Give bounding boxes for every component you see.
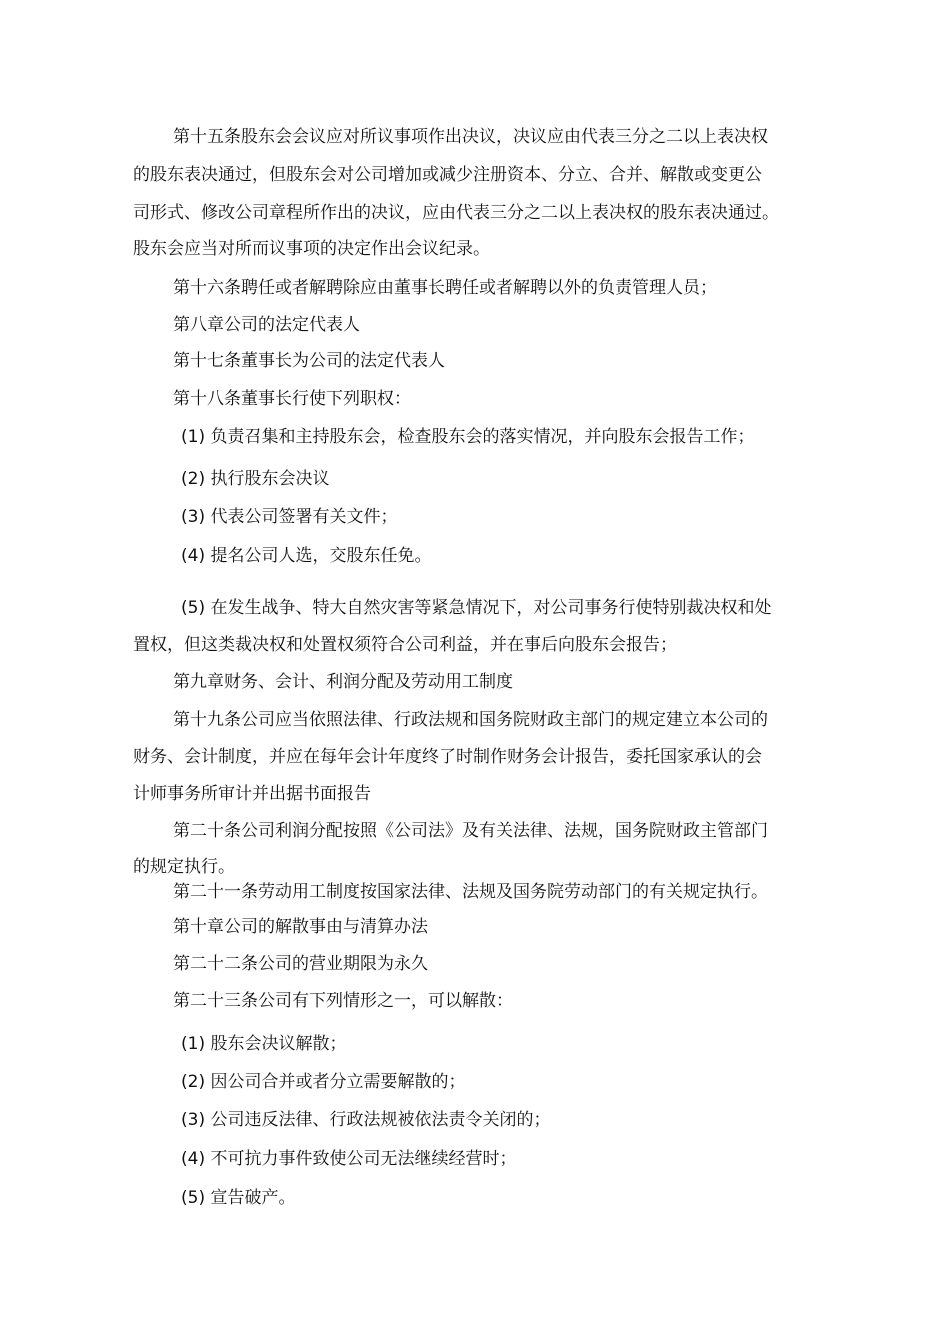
article-23: 第二十三条公司有下列情形之一，可以解散： [173, 991, 513, 1011]
article-15-line-1: 第十五条股东会会议应对所议事项作出决议，决议应由代表三分之二以上表决权 [173, 127, 768, 147]
article-23-item-3: (3) 公司违反法律、行政法规被依法责令关闭的； [181, 1110, 551, 1130]
article-18-item-1: (1) 负责召集和主持股东会，检查股东会的落实情况，并向股东会报告工作； [181, 427, 755, 447]
article-17: 第十七条董事长为公司的法定代表人 [173, 351, 445, 371]
article-16: 第十六条聘任或者解聘除应由董事长聘任或者解聘以外的负责管理人员； [173, 278, 717, 298]
article-21: 第二十一条劳动用工制度按国家法律、法规及国务院劳动部门的有关规定执行。 [173, 882, 768, 902]
article-15-line-3: 司形式、修改公司章程所作出的决议，应由代表三分之二以上表决权的股东表决通过。 [133, 203, 779, 223]
article-18-item-2: (2) 执行股东会决议 [181, 469, 330, 489]
article-23-item-1: (1) 股东会决议解散； [181, 1034, 347, 1054]
article-18: 第十八条董事长行使下列职权： [173, 389, 411, 409]
chapter-9-heading: 第九章财务、会计、利润分配及劳动用工制度 [173, 672, 513, 692]
article-15-line-2: 的股东表决通过，但股东会对公司增加或减少注册资本、分立、合并、解散或变更公 [133, 165, 762, 185]
article-20-line-1: 第二十条公司利润分配按照《公司法》及有关法律、法规，国务院财政主管部门 [173, 821, 768, 841]
article-18-item-3: (3) 代表公司签署有关文件； [181, 507, 398, 527]
article-22: 第二十二条公司的营业期限为永久 [173, 954, 428, 974]
article-19-line-1: 第十九条公司应当依照法律、行政法规和国务院财政主部门的规定建立本公司的 [173, 710, 768, 730]
article-19-line-2: 财务、会计制度，并应在每年会计年度终了时制作财务会计报告，委托国家承认的会 [133, 747, 762, 767]
article-20-line-2: 的规定执行。 [133, 857, 235, 877]
chapter-8-heading: 第八章公司的法定代表人 [173, 315, 360, 335]
article-23-item-2: (2) 因公司合并或者分立需要解散的； [181, 1072, 466, 1092]
article-23-item-4: (4) 不可抗力事件致使公司无法继续经营时； [181, 1149, 517, 1169]
chapter-10-heading: 第十章公司的解散事由与清算办法 [173, 917, 428, 937]
article-18-item-5-line-1: (5) 在发生战争、特大自然灾害等紧急情况下，对公司事务行使特别裁决权和处 [181, 598, 772, 618]
article-19-line-3: 计师事务所审计并出据书面报告 [133, 784, 371, 804]
article-15-line-4: 股东会应当对所而议事项的决定作出会议纪录。 [133, 239, 490, 259]
article-23-item-5: (5) 宣告破产。 [181, 1188, 296, 1208]
article-18-item-5-line-2: 置权，但这类裁决权和处置权须符合公司利益，并在事后向股东会报告； [133, 635, 677, 655]
article-18-item-4: (4) 提名公司人选，交股东任免。 [181, 546, 432, 566]
